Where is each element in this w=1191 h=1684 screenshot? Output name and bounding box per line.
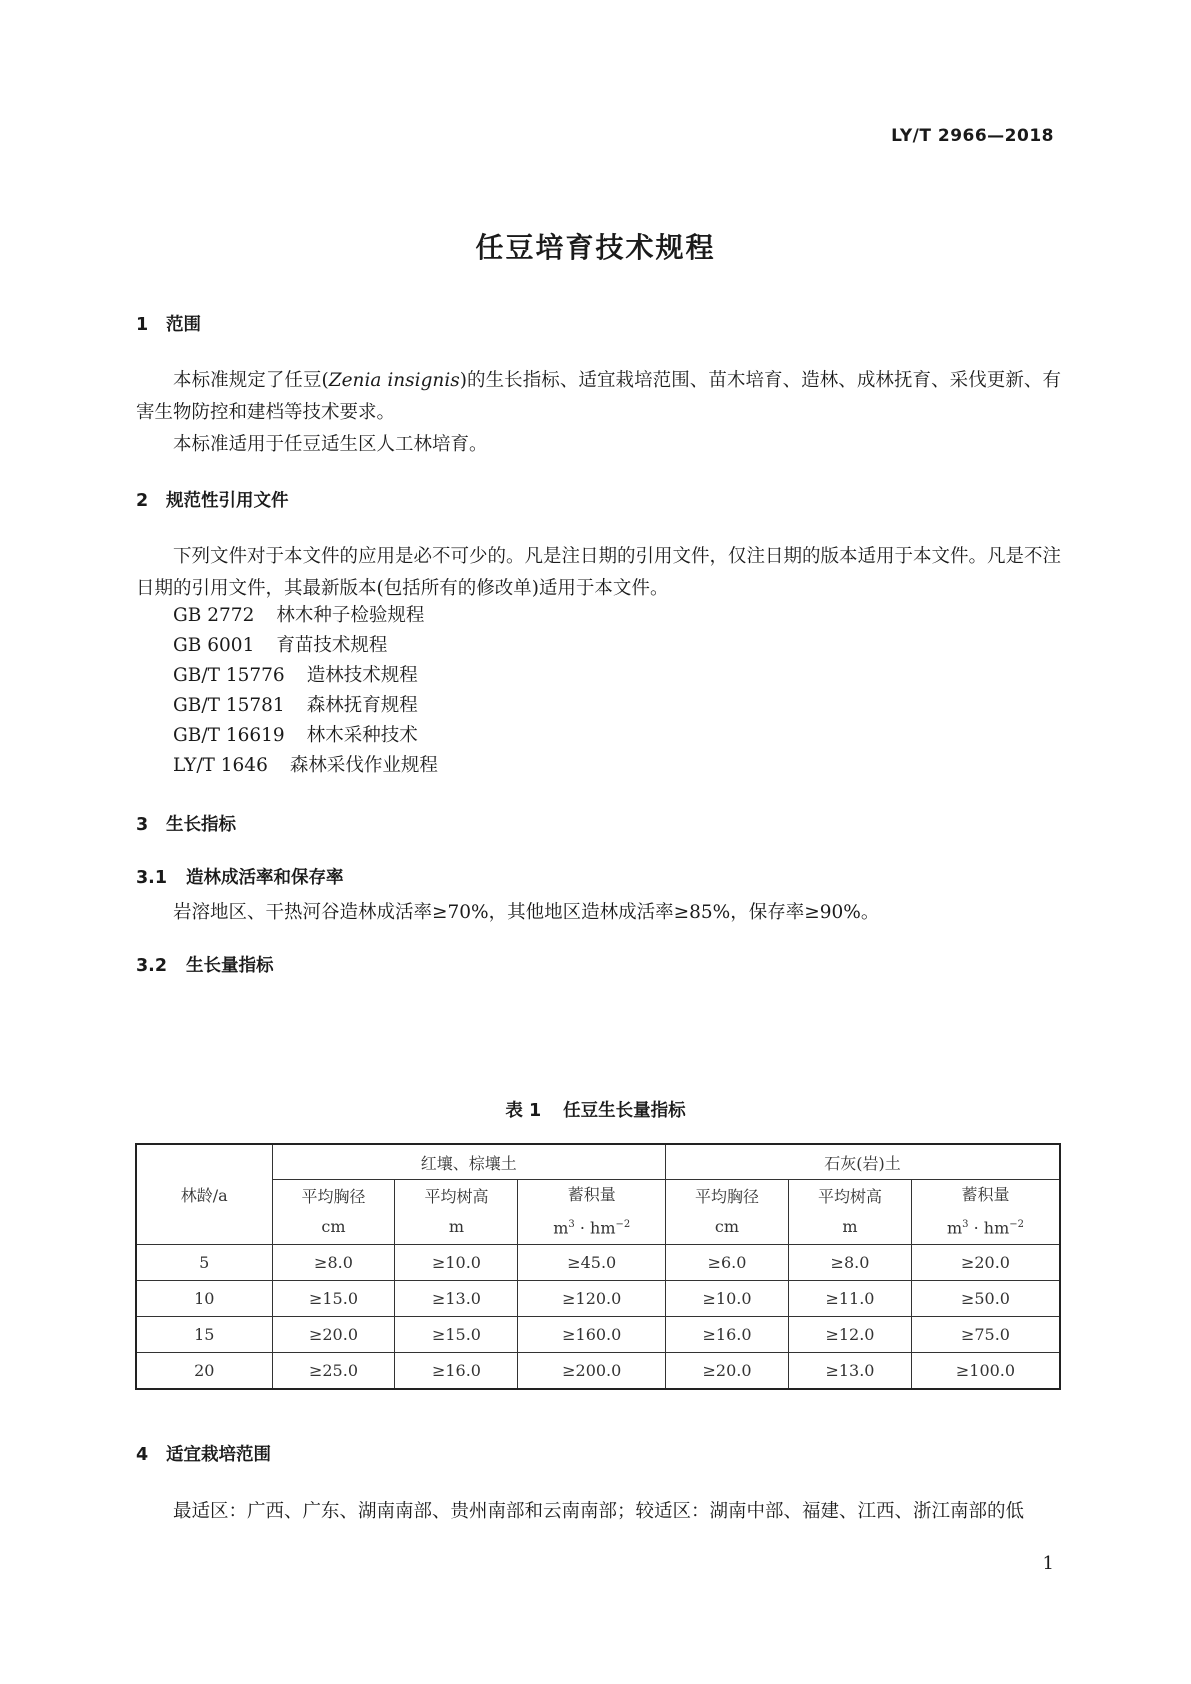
column-header: 蓄积量 $m^3 \cdot hm^{-2}$	[518, 1180, 666, 1245]
section-3-1-text: 岩溶地区、干热河谷造林成活率≥70%，其他地区造林成活率≥85%，保存率≥90%。	[173, 902, 880, 923]
column-header: 平均树高 m	[395, 1180, 518, 1245]
table-caption: 表 1 任豆生长量指标	[505, 1101, 686, 1121]
subsection-title: 生长量指标	[186, 956, 274, 976]
section-3-2-heading	[136, 952, 274, 977]
subsection-number: 3.1	[136, 868, 168, 888]
group-header-limestone-soil: 石灰(岩)土	[666, 1144, 1060, 1180]
section-title: 范围	[166, 315, 201, 335]
section-2-intro: 下列文件对于本文件的应用是必不可少的。凡是注日期的引用文件，仅注日期的版本适用于本文件。凡是不注日期的引用文件，其最新版本(包括所有的修改单)适用于本文件。	[136, 546, 1062, 599]
group-header-red-brown-soil: 红壤、棕壤土	[272, 1144, 666, 1180]
section-number: 2	[136, 491, 149, 511]
reference-item: GB/T 15781 森林抚育规程	[173, 695, 418, 716]
column-header: 平均树高 m	[788, 1180, 911, 1245]
section-2-heading	[136, 487, 289, 512]
standard-number: LY/T 2966—2018	[891, 126, 1054, 146]
reference-item: LY/T 1646 森林采伐作业规程	[173, 755, 438, 776]
age-header: 林龄/a	[136, 1144, 272, 1245]
reference-item: GB 6001 育苗技术规程	[173, 635, 388, 656]
section-title: 规范性引用文件	[166, 491, 289, 511]
table-row: 10 ≥15.0 ≥13.0 ≥120.0 ≥10.0 ≥11.0 ≥50.0	[136, 1281, 1060, 1317]
section-number: 3	[136, 815, 149, 835]
section-4-text: 最适区：广西、广东、湖南南部、贵州南部和云南南部；较适区：湖南中部、福建、江西、浙江南部的低	[173, 1501, 1025, 1522]
section-3-1-heading	[136, 864, 344, 889]
section-4-heading	[136, 1441, 271, 1466]
table-row: 5 ≥8.0 ≥10.0 ≥45.0 ≥6.0 ≥8.0 ≥20.0	[136, 1245, 1060, 1281]
page-number: 1	[1042, 1553, 1054, 1574]
section-1-paragraph-2: 本标准适用于任豆适生区人工林培育。	[173, 434, 488, 455]
section-title: 适宜栽培范围	[166, 1445, 271, 1465]
subsection-number: 3.2	[136, 956, 168, 976]
column-header: 蓄积量 $m^3 \cdot hm^{-2}$	[911, 1180, 1060, 1245]
section-3-heading	[136, 811, 236, 836]
section-title: 生长指标	[166, 815, 236, 835]
reference-item: GB/T 15776 造林技术规程	[173, 665, 418, 686]
table-row: 15 ≥20.0 ≥15.0 ≥160.0 ≥16.0 ≥12.0 ≥75.0	[136, 1317, 1060, 1353]
section-number: 4	[136, 1445, 149, 1465]
subsection-title: 造林成活率和保存率	[186, 868, 344, 888]
latin-species-name: Zenia insignis	[328, 370, 460, 391]
growth-index-table	[135, 1143, 1061, 1390]
column-header: 平均胸径 cm	[666, 1180, 789, 1245]
reference-item: GB/T 16619 林木采种技术	[173, 725, 418, 746]
reference-item: GB 2772 林木种子检验规程	[173, 605, 425, 626]
page-title: 任豆培育技术规程	[475, 231, 716, 264]
section-1-paragraph-1: 本标准规定了任豆(Zenia insignis)的生长指标、适宜栽培范围、苗木培育、造林、成林抚育、采伐更新、有害生物防控和建档等技术要求。	[136, 370, 1061, 423]
column-header: 平均胸径 cm	[272, 1180, 395, 1245]
section-1-heading	[136, 311, 201, 336]
table-row: 20 ≥25.0 ≥16.0 ≥200.0 ≥20.0 ≥13.0 ≥100.0	[136, 1353, 1060, 1390]
section-number: 1	[136, 315, 149, 335]
